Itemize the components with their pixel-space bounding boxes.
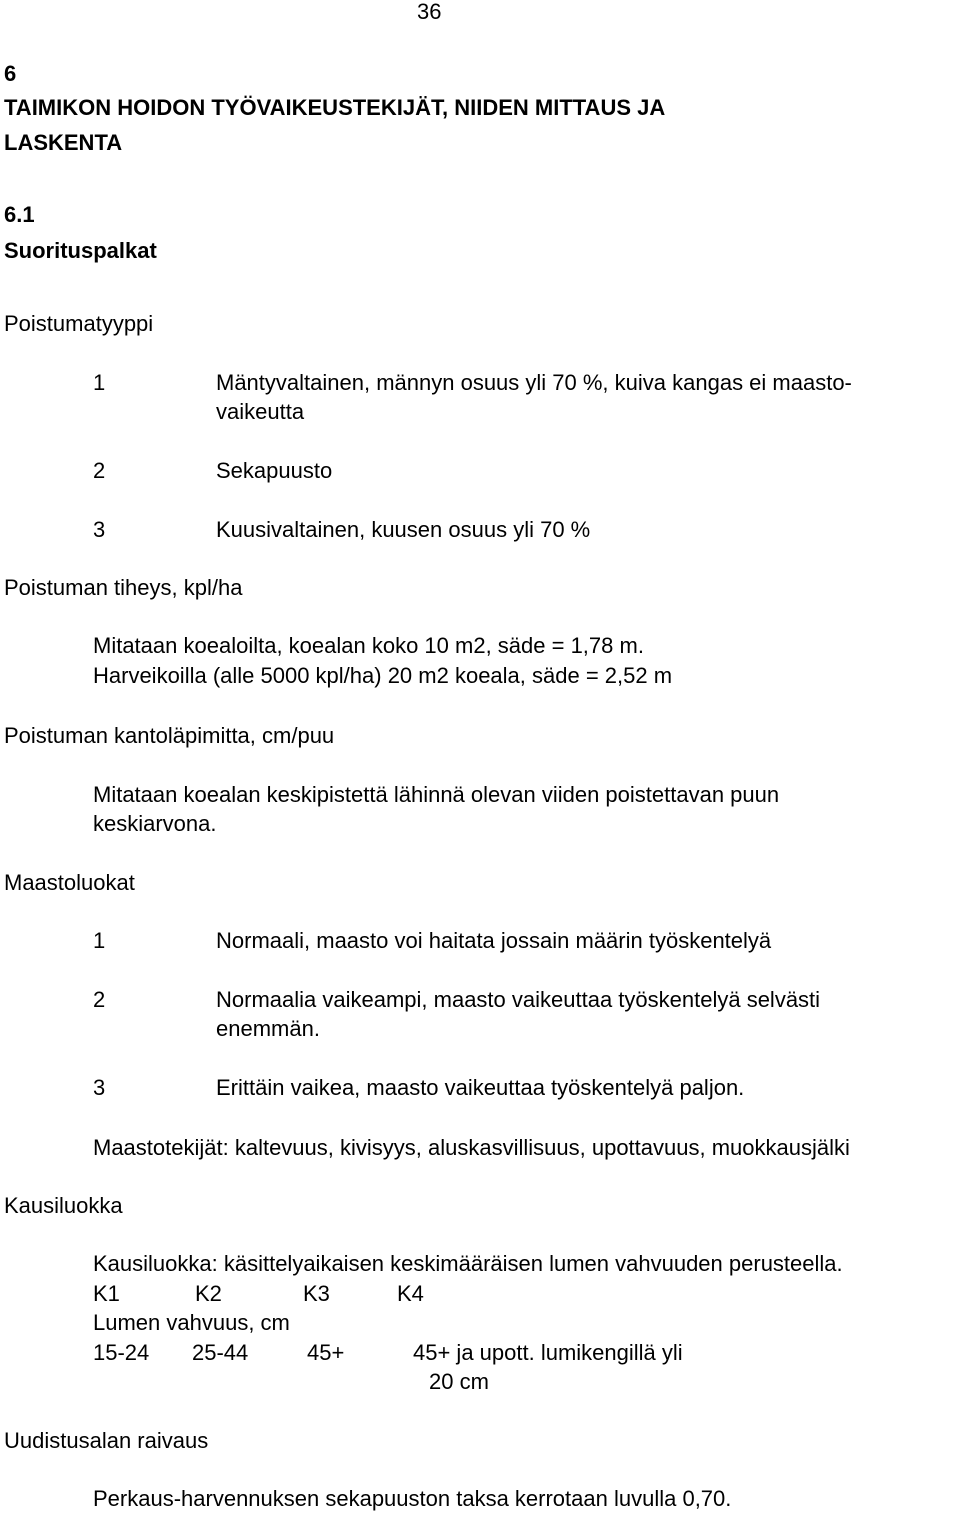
- kausiluokka-class: K2: [195, 1281, 222, 1306]
- lumen-vahvuus-label: Lumen vahvuus, cm: [93, 1310, 290, 1335]
- chapter-title-line2: LASKENTA: [4, 130, 123, 155]
- lumen-vahvuus-value: 15-24: [93, 1340, 150, 1365]
- lumen-vahvuus-value-cont: 20 cm: [429, 1369, 489, 1394]
- raivaus-heading: Uudistusalan raivaus: [4, 1428, 209, 1453]
- page-number: 36: [417, 0, 442, 24]
- maastotekijat-text: Maastotekijät: kaltevuus, kivisyys, aluskasvillisuus, upottavuus, muokkausjälki: [93, 1135, 850, 1160]
- list-item-text: Mäntyvaltainen, männyn osuus yli 70 %, kuiva kangas ei maasto-: [216, 370, 852, 395]
- poistumatyyppi-heading: Poistumatyyppi: [4, 311, 154, 336]
- section-title: Suorituspalkat: [4, 238, 157, 263]
- kantolapimitta-heading: Poistuman kantoläpimitta, cm/puu: [4, 723, 335, 748]
- section-number: 6.1: [4, 202, 35, 227]
- lumen-vahvuus-value: 25-44: [192, 1340, 249, 1365]
- kausiluokka-class: K1: [93, 1281, 120, 1306]
- tiheys-heading: Poistuman tiheys, kpl/ha: [4, 575, 243, 600]
- tiheys-text-line2: Harveikoilla (alle 5000 kpl/ha) 20 m2 koeala, säde = 2,52 m: [93, 663, 673, 688]
- lumen-vahvuus-value: 45+: [307, 1340, 345, 1365]
- list-item-number: 1: [93, 928, 106, 953]
- chapter-title-line1: TAIMIKON HOIDON TYÖVAIKEUSTEKIJÄT, NIIDEN MITTAUS JA: [4, 95, 666, 120]
- raivaus-text: Perkaus-harvennuksen sekapuuston taksa kerrotaan luvulla 0,70.: [93, 1486, 732, 1511]
- kausiluokka-description: Kausiluokka: käsittelyaikaisen keskimääräisen lumen vahvuuden perusteella.: [93, 1251, 843, 1276]
- maastoluokat-heading: Maastoluokat: [4, 870, 135, 895]
- kantolapimitta-text-line1: Mitataan koealan keskipistettä lähinnä olevan viiden poistettavan puun: [93, 782, 780, 807]
- list-item-text: Erittäin vaikea, maasto vaikeuttaa työskentelyä paljon.: [216, 1075, 745, 1100]
- tiheys-text-line1: Mitataan koealoilta, koealan koko 10 m2, säde = 1,78 m.: [93, 633, 644, 658]
- list-item-text-cont: vaikeutta: [216, 399, 305, 424]
- kausiluokka-class: K3: [303, 1281, 330, 1306]
- list-item-text: Kuusivaltainen, kuusen osuus yli 70 %: [216, 517, 591, 542]
- list-item-text-cont: enemmän.: [216, 1016, 320, 1041]
- kantolapimitta-text-line2: keskiarvona.: [93, 811, 217, 836]
- list-item-number: 3: [93, 1075, 106, 1100]
- lumen-vahvuus-value: 45+ ja upott. lumikengillä yli: [413, 1340, 683, 1365]
- chapter-number: 6: [4, 61, 17, 86]
- kausiluokka-heading: Kausiluokka: [4, 1193, 123, 1218]
- list-item-number: 3: [93, 517, 106, 542]
- list-item-text: Normaalia vaikeampi, maasto vaikeuttaa työskentelyä selvästi: [216, 987, 821, 1012]
- list-item-number: 2: [93, 458, 106, 483]
- list-item-number: 2: [93, 987, 106, 1012]
- list-item-number: 1: [93, 370, 106, 395]
- list-item-text: Normaali, maasto voi haitata jossain määrin työskentelyä: [216, 928, 772, 953]
- kausiluokka-class: K4: [397, 1281, 424, 1306]
- list-item-text: Sekapuusto: [216, 458, 333, 483]
